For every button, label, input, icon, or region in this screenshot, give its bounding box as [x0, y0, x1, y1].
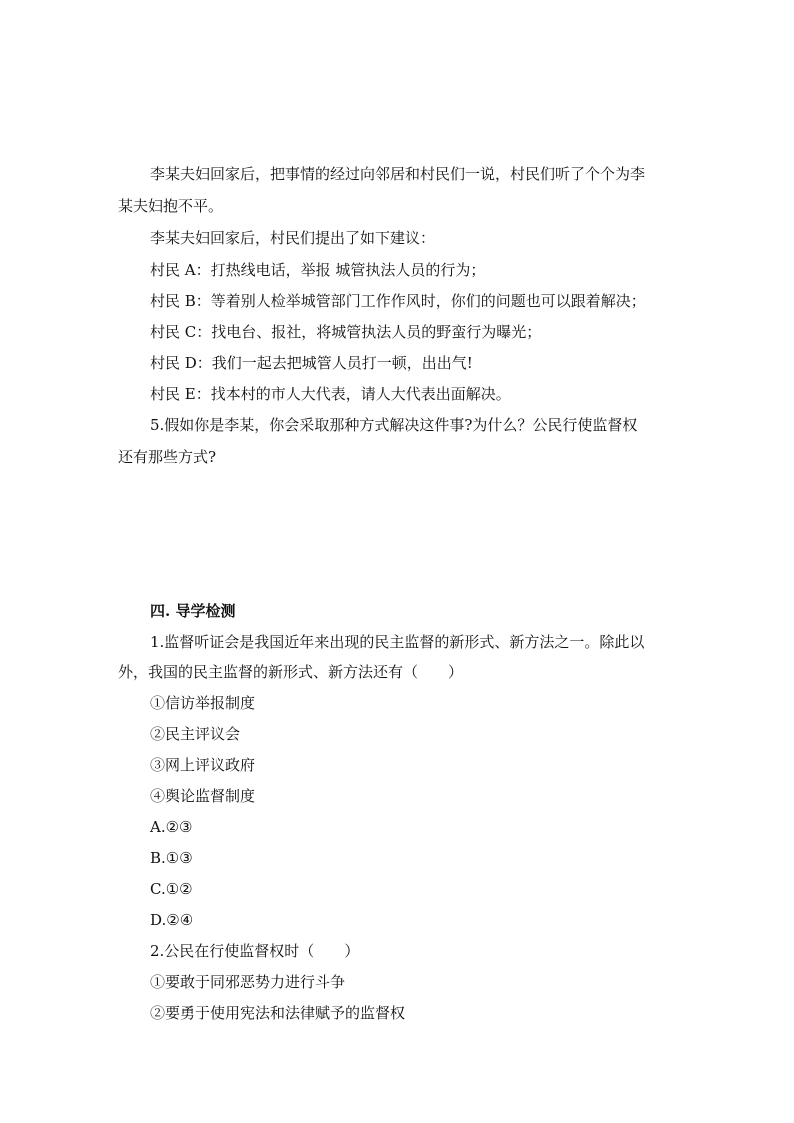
suggestion-d: 村民 D：我们一起去把城管人员打一顿，出出气!: [150, 354, 473, 372]
scenario-paragraph-1-line-2: 某夫妇抱不平。: [118, 197, 224, 215]
question-1-item-2: ②民主评议会: [150, 725, 241, 743]
question-1-item-1: ①信访举报制度: [150, 694, 256, 712]
question-1-line-1: 1.监督听证会是我国近年来出现的民主监督的新形式、新方法之一。除此以: [150, 633, 645, 651]
question-2-item-1: ①要敢于同邪恶势力进行斗争: [150, 973, 346, 991]
question-1-item-3: ③网上评议政府: [150, 756, 256, 774]
question-2-line-1: 2.公民在行使监督权时（ ）: [150, 942, 360, 960]
question-1-option-c: C.①②: [150, 880, 193, 898]
section-4-heading: 四. 导学检测: [150, 602, 236, 620]
question-2-item-2: ②要勇于使用宪法和法律赋予的监督权: [150, 1004, 406, 1022]
suggestion-a: 村民 A：打热线电话，举报 城管执法人员的行为；: [150, 261, 486, 279]
suggestion-e: 村民 E：找本村的市人大代表，请人大代表出面解决。: [150, 385, 511, 403]
question-1-item-4: ④舆论监督制度: [150, 787, 256, 805]
question-1-option-d: D.②④: [150, 911, 194, 929]
scenario-paragraph-1-line-1: 李某夫妇回家后，把事情的经过向邻居和村民们一说，村民们听了个个为李: [150, 165, 646, 183]
suggestion-c: 村民 C：找电台、报社，将城管执法人员的野蛮行为曝光；: [150, 323, 542, 341]
suggestion-b: 村民 B：等着别人检举城管部门工作作风时，你们的问题也可以跟着解决；: [150, 292, 646, 310]
question-1-option-b: B.①③: [150, 849, 193, 867]
scenario-paragraph-2: 李某夫妇回家后，村民们提出了如下建议：: [150, 229, 436, 247]
question-5-line-1: 5.假如你是李某，你会采取那种方式解决这件事?为什么？公民行使监督权: [150, 416, 638, 434]
question-1-line-2: 外，我国的民主监督的新形式、新方法还有（ ）: [118, 663, 464, 681]
question-1-option-a: A.②③: [150, 818, 193, 836]
question-5-line-2: 还有那些方式?: [118, 448, 217, 466]
